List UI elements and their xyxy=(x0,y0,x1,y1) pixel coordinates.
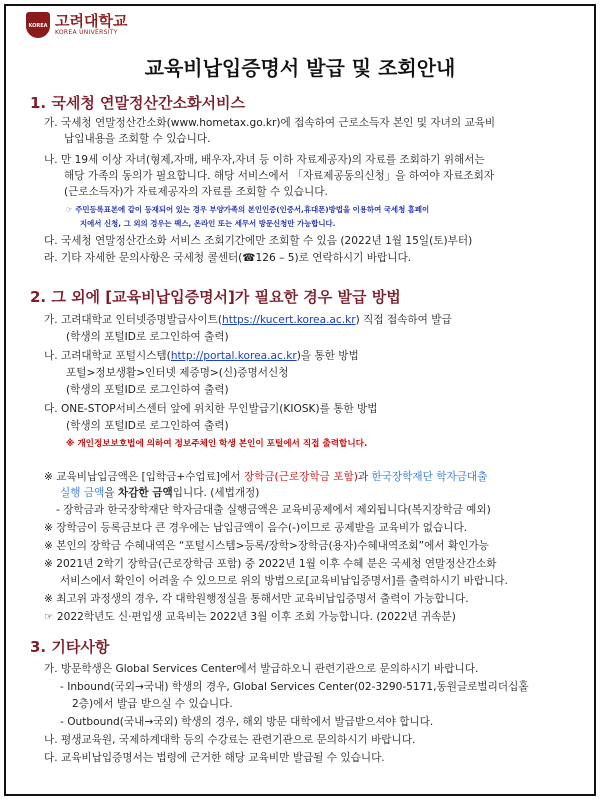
s3-outbound: - Outbound(국내→국외) 학생의 경우, 해외 방문 대학에서 발급받으셔야 합니다. xyxy=(60,716,434,728)
section3-heading: 3. 기타사항 xyxy=(30,638,110,656)
s1-line-ra: 라. 기타 자세한 문의사항은 국세청 콜센터(☎126 – 5)로 연락하시기 바랍니다. xyxy=(44,252,412,264)
university-logo xyxy=(26,12,127,38)
s1-line-na: 나. 만 19세 이상 자녀(형제,자매, 배우자,자녀 등 이하 자료제공자)의 자료를 조회하기 위해서는 xyxy=(44,154,485,166)
s1-line-na-cont2: (근로소득자)가 자료제공자의 자료를 조회할 수 있습니다. xyxy=(64,186,328,198)
portal-link[interactable]: http://portal.korea.ac.kr xyxy=(170,350,297,362)
s2-line-na: 나. 고려대학교 포털시스템(http://portal.korea.ac.kr)을 통한 방법 xyxy=(44,350,359,362)
s3-inbound: - Inbound(국외→국내) 학생의 경우, Global Services Center(02-3290-5171,동원글로벌리더십홀 xyxy=(60,681,529,693)
note-tuition-amount-cont: 실행 금액을 차감한 금액입니다. (세법개정) xyxy=(60,487,260,499)
note-2021-scholarship: ※ 2021년 2학기 장학금(근로장학금 포함) 중 2022년 1월 이후 수혜 분은 국세청 연말정산간소화 xyxy=(44,558,497,570)
s2-line-da: 다. ONE-STOP서비스센터 앞에 위치한 무인발급기(KIOSK)를 통한 방법 xyxy=(44,403,378,415)
s1-note-line1: ☞ 주민등록표본에 같이 등재되어 있는 경우 부양가족의 본인인증(인증서,휴대폰)방법을 이용하여 국세청 홈페이 xyxy=(66,205,430,214)
s2-line-da-sub: (학생의 포털ID로 로그인하여 출력) xyxy=(66,420,229,432)
note-scholarship-history: ※ 본인의 장학금 수혜내역은 “포털시스템>등록/장학>장학금(용자)수혜내역조회”에서 확인가능 xyxy=(44,540,489,552)
s2-line-ga-sub: (학생의 포털ID로 로그인하여 출력) xyxy=(66,331,229,343)
page-title: 교육비납입증명서 발급 및 조회안내 xyxy=(144,56,456,80)
s2-privacy-note: ※ 개인정보보호법에 의하여 정보주체인 학생 본인이 포털에서 직접 출력합니다. xyxy=(66,439,368,449)
s1-line-da: 다. 국세청 연말정산간소화 서비스 조회기간에만 조회할 수 있음 (2022년 1월 15일(토)부터) xyxy=(44,235,473,247)
logo-name-en: KOREA UNIVERSITY xyxy=(55,29,118,36)
s1-line-na-cont1: 해당 가족의 동의가 필요합니다. 해당 서비스에서 「자료제공동의신청」을 하여야 자료조회자 xyxy=(64,170,495,182)
section1-heading: 1. 국세청 연말정산간소화서비스 xyxy=(30,94,245,112)
s1-line-ga: 가. 국세청 연말정산간소화(www.hometax.go.kr)에 접속하여 근로소득자 본인 및 자녀의 교육비 xyxy=(44,117,496,129)
note-negative-amount: ※ 장학금이 등록금보다 큰 경우에는 납입금액이 음수(-)이므로 공제받을 교육비가 없습니다. xyxy=(44,522,468,534)
note-2021-scholarship-cont: 서비스에서 확인이 어려울 수 있으므로 위의 방법으로[교육비납입증명서]를 출력하시기 바랍니다. xyxy=(60,575,508,587)
s3-line-na: 나. 평생교육원, 국제하계대학 등의 수강료는 관련기관으로 문의하시기 바랍니다. xyxy=(44,734,416,746)
s2-line-ga: 가. 고려대학교 인터넷증명발급사이트(https://kucert.korea.ac.kr) 직접 접속하여 발급 xyxy=(44,314,452,326)
s3-line-da: 다. 교육비납입증명서는 법령에 근거한 해당 교육비만 발급될 수 있습니다. xyxy=(44,752,385,764)
section2-heading: 2. 그 외에 [교육비납입증명서]가 필요한 경우 발급 방법 xyxy=(30,288,401,306)
note-executive-course: ※ 최고위 과정생의 경우, 각 대학원행정실을 통해서만 교육비납입증명서 출력이 가능합니다. xyxy=(44,593,469,605)
s3-inbound-cont: 2층)에서 발급 받으실 수 있습니다. xyxy=(72,698,233,710)
s1-note-line2: 지에서 신청, 그 외의 경우는 팩스, 온라인 또는 세무서 방문신청만 가능합니다. xyxy=(80,219,336,228)
note-new-students: ☞ 2022학년도 신·편입생 교육비는 2022년 3월 이후 조회 가능합니다. (2022년 귀속분) xyxy=(44,611,456,623)
logo-name-ko: 고려대학교 xyxy=(55,12,128,30)
s2-line-na-sub2: (학생의 포털ID로 로그인하여 출력) xyxy=(66,384,229,396)
s2-line-na-sub1: 포털>정보생활>인터넷 제증명>(신)증명서신청 xyxy=(66,367,289,379)
note-tuition-amount: ※ 교육비납입금액은 [입학금+수업료]에서 장학금(근로장학금 포함)과 한국장학재단 학자금대출 xyxy=(44,471,488,483)
s1-line-ga-cont: 납입내용을 조회할 수 있습니다. xyxy=(64,133,211,145)
crest-icon: KOREA xyxy=(26,12,50,38)
note-scholarship-exclusion: - 장학금과 한국장학재단 학자금대출 실행금액은 교육비공제에서 제외됩니다(복지장학금 예외) xyxy=(56,504,491,516)
s3-line-ga: 가. 방문학생은 Global Services Center에서 발급하오니 관련기관으로 문의하시기 바랍니다. xyxy=(44,663,479,675)
kucert-link[interactable]: https://kucert.korea.ac.kr xyxy=(221,314,356,326)
